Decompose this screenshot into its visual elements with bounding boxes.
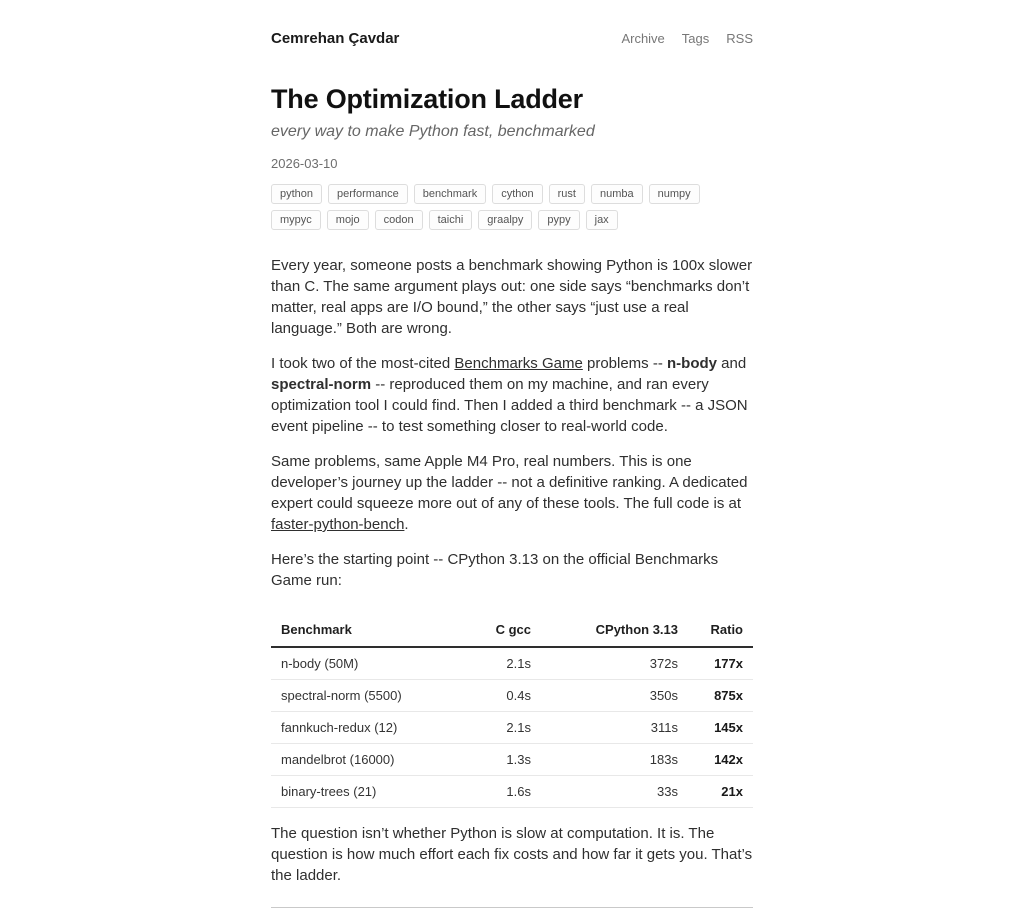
paragraph-starting-point: Here’s the starting point -- CPython 3.13 on the official Benchmarks Game run:	[271, 551, 719, 589]
benchmark-value-cell: 372s	[531, 647, 678, 680]
benchmark-value-cell: 350s	[531, 680, 678, 712]
tag-pypy[interactable]: pypy	[538, 210, 579, 230]
text-segment: and	[717, 355, 747, 372]
paragraph-intro: Every year, someone posts a benchmark showing Python is 100x slower than C. The same argument plays out: one side says “benchmarks don’t matter, real apps are I/O bound,” the other says “just use a real language.” Both are wrong.	[271, 257, 753, 337]
table-row	[271, 712, 753, 744]
site-header	[271, 30, 753, 47]
benchmark-value-cell: 145x	[678, 712, 753, 744]
tag-list	[271, 184, 753, 230]
benchmark-value-cell: 1.3s	[451, 744, 531, 776]
table-header-c-gcc: C gcc	[451, 614, 531, 647]
tag-jax[interactable]: jax	[586, 210, 618, 230]
tag-codon[interactable]: codon	[375, 210, 423, 230]
tag-numba[interactable]: numba	[591, 184, 643, 204]
post-subtitle: every way to make Python fast, benchmarked	[271, 123, 595, 140]
paragraph-benchmarks	[271, 353, 753, 437]
post-date: 2026-03-10	[271, 156, 338, 171]
benchmark-value-cell: 142x	[678, 744, 753, 776]
tag-graalpy[interactable]: graalpy	[478, 210, 532, 230]
benchmark-value-cell: 311s	[531, 712, 678, 744]
table-row	[271, 680, 753, 712]
tag-benchmark[interactable]: benchmark	[414, 184, 486, 204]
table-header-ratio: Ratio	[678, 614, 753, 647]
table-row	[271, 744, 753, 776]
nav-link-tags[interactable]: Tags	[681, 31, 710, 46]
tag-mojo[interactable]: mojo	[327, 210, 369, 230]
benchmark-value-cell: 177x	[678, 647, 753, 680]
text-segment: Same problems, same Apple M4 Pro, real numbers. This is one developer’s journey up the ladder -- not a definitive ranking. A dedicated expert could squeeze more out of any of these tools. The full code is at	[271, 453, 748, 512]
header-nav	[621, 31, 753, 46]
nav-link-rss[interactable]: RSS	[726, 31, 753, 46]
text-segment: -- reproduced them on my machine, and ran every optimization tool I could find. Then I added a third benchmark -- a JSON event pipeline -- to test something closer to real-world code.	[271, 376, 748, 435]
benchmark-value-cell: 2.1s	[451, 712, 531, 744]
benchmark-value-cell: 0.4s	[451, 680, 531, 712]
benchmark-name-cell: n-body (50M)	[271, 647, 451, 680]
nbody-emphasis: n-body	[667, 355, 717, 372]
tag-rust[interactable]: rust	[549, 184, 585, 204]
benchmark-name-cell: fannkuch-redux (12)	[271, 712, 451, 744]
benchmark-name-cell: spectral-norm (5500)	[271, 680, 451, 712]
tag-taichi[interactable]: taichi	[429, 210, 473, 230]
benchmark-name-cell: mandelbrot (16000)	[271, 744, 451, 776]
benchmark-table-body	[271, 647, 753, 808]
benchmark-value-cell: 183s	[531, 744, 678, 776]
post-title: The Optimization Ladder	[271, 84, 583, 114]
benchmark-table-head	[271, 614, 753, 647]
benchmark-value-cell: 33s	[531, 776, 678, 808]
benchmark-table-header-row	[271, 614, 753, 647]
tag-performance[interactable]: performance	[328, 184, 408, 204]
benchmark-table	[271, 614, 753, 808]
paragraph-closing: The question isn’t whether Python is slow at computation. It is. The question is how much effort each fix costs and how far it gets you. That’s the ladder.	[271, 825, 753, 884]
benchmark-value-cell: 875x	[678, 680, 753, 712]
benchmark-name-cell: binary-trees (21)	[271, 776, 451, 808]
article-body	[271, 255, 753, 886]
spectral-norm-emphasis: spectral-norm	[271, 376, 372, 393]
benchmarks-game-link[interactable]: Benchmarks Game	[454, 355, 583, 372]
tag-numpy[interactable]: numpy	[649, 184, 700, 204]
tag-python[interactable]: python	[271, 184, 322, 204]
text-segment: I took two of the most-cited	[271, 355, 455, 372]
benchmark-value-cell: 1.6s	[451, 776, 531, 808]
table-row	[271, 776, 753, 808]
text-segment: .	[404, 516, 409, 533]
tag-mypyc[interactable]: mypyc	[271, 210, 321, 230]
faster-python-bench-link[interactable]: faster-python-bench	[271, 516, 405, 533]
table-row	[271, 647, 753, 680]
benchmark-value-cell: 2.1s	[451, 647, 531, 680]
table-header-cpython-3-13: CPython 3.13	[531, 614, 678, 647]
page-container	[271, 0, 753, 908]
tag-cython[interactable]: cython	[492, 184, 542, 204]
paragraph-setup	[271, 451, 753, 535]
site-name-link[interactable]: Cemrehan Çavdar	[271, 30, 400, 47]
text-segment: problems --	[582, 355, 667, 372]
benchmark-value-cell: 21x	[678, 776, 753, 808]
nav-link-archive[interactable]: Archive	[621, 31, 665, 46]
table-header-benchmark: Benchmark	[271, 614, 451, 647]
